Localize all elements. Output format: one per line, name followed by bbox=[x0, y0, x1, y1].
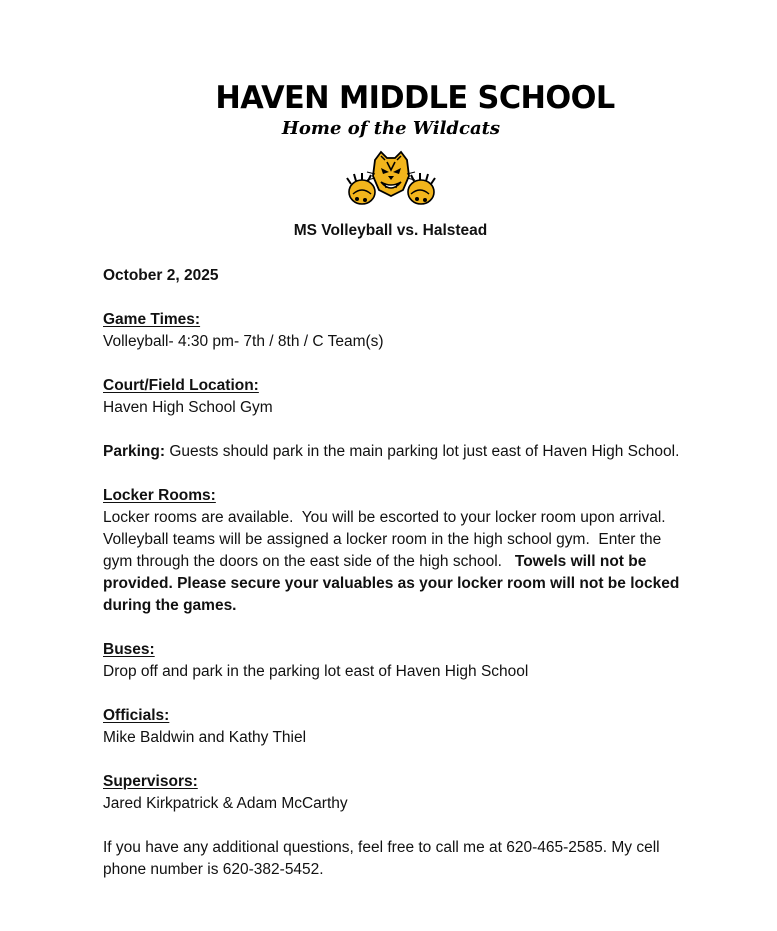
event-details bbox=[103, 265, 683, 881]
supervisors-text: Jared Kirkpatrick & Adam McCarthy bbox=[103, 795, 348, 812]
wildcat-mascot-icon bbox=[345, 150, 437, 210]
game-times-heading: Game Times: bbox=[103, 311, 201, 328]
game-times-text: Volleyball- 4:30 pm- 7th / 8th / C Team(s) bbox=[103, 333, 384, 350]
school-tagline: Home of the Wildcats bbox=[281, 118, 501, 139]
locker-rooms-heading: Locker Rooms: bbox=[103, 487, 216, 504]
locker-rooms-warning: Towels will not be provided. Please secure your valuables as your locker room will not be locked during the games. bbox=[103, 553, 680, 614]
parking-text: Guests should park in the main parking lot just east of Haven High School. bbox=[165, 443, 680, 460]
locker-rooms-paragraph bbox=[103, 507, 683, 617]
event-title: MS Volleyball vs. Halstead bbox=[293, 222, 488, 239]
school-name: HAVEN MIDDLE SCHOOL bbox=[215, 80, 615, 116]
supervisors-heading: Supervisors: bbox=[103, 773, 198, 790]
right-paw-icon bbox=[408, 173, 435, 204]
location-text: Haven High School Gym bbox=[103, 399, 273, 416]
buses-heading: Buses: bbox=[103, 641, 155, 658]
officials-text: Mike Baldwin and Kathy Thiel bbox=[103, 729, 307, 746]
parking-paragraph bbox=[103, 441, 683, 463]
buses-text: Drop off and park in the parking lot east of Haven High School bbox=[103, 663, 529, 680]
officials-heading: Officials: bbox=[103, 707, 170, 724]
locker-rooms-text: Locker rooms are available. You will be escorted to your locker room upon arrival. Volleyball teams will be assigned a locker room in the high school gym. Enter the gym through the doors on the east side of the high school. bbox=[103, 509, 675, 570]
event-date: October 2, 2025 bbox=[103, 267, 219, 284]
closing-text: If you have any additional questions, feel free to call me at 620-465-2585. My cell phone number is 620-382-5452. bbox=[103, 839, 660, 878]
left-paw-icon bbox=[347, 173, 375, 204]
parking-heading: Parking: bbox=[103, 443, 166, 460]
location-heading: Court/Field Location: bbox=[103, 377, 259, 394]
